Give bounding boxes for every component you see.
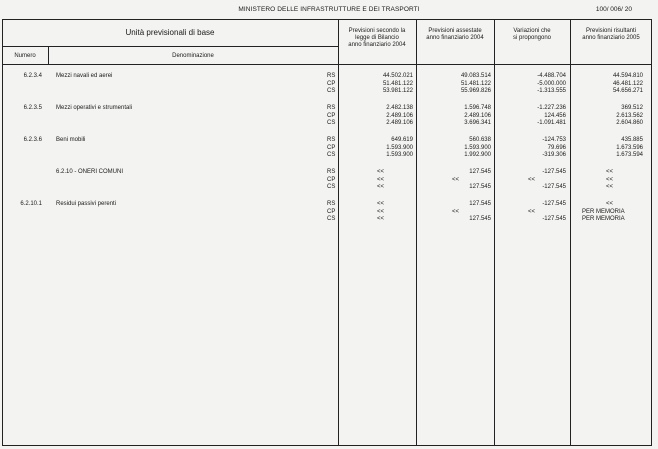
value-assestate: 560.638: [469, 137, 491, 143]
value-assestate: 127.545: [469, 201, 491, 207]
value-bilancio: 1.593.900: [386, 144, 413, 151]
row-tipo: CS: [327, 120, 336, 126]
value-variazioni: -127.545: [542, 216, 566, 222]
row-numero: 6.2.10.1: [20, 201, 42, 207]
row-tipo: RS: [327, 169, 336, 175]
divider-risultanti: [570, 19, 571, 446]
value-risultanti: 435.885: [621, 137, 643, 143]
row-tipo: RS: [327, 105, 336, 111]
value-risultanti: <<: [606, 169, 614, 175]
value-assestate: 1.593.900: [464, 144, 491, 151]
value-risultanti: <<: [606, 184, 614, 190]
value-variazioni: 124.456: [544, 112, 566, 119]
row-tipo: CS: [327, 216, 336, 222]
value-assestate: 1.992.900: [464, 152, 491, 158]
row-numero: 6.2.3.4: [23, 73, 42, 79]
value-variazioni: -127.545: [542, 184, 566, 190]
row-tipo: CS: [327, 88, 336, 94]
value-variazioni: 79.696: [547, 144, 566, 151]
value-bilancio: 2.482.138: [386, 105, 413, 111]
row-tipo: CS: [327, 152, 336, 158]
column-header-numero: Numero: [14, 53, 36, 59]
value-assestate: 3.696.341: [464, 120, 491, 126]
row-denominazione: Residui passivi perenti: [56, 201, 117, 207]
value-risultanti: 2.604.860: [616, 120, 643, 126]
value-risultanti: PER MEMORIA: [582, 208, 625, 215]
value-variazioni: <<: [528, 208, 536, 215]
row-denominazione: Beni mobili: [56, 137, 86, 143]
value-assestate: 51.481.122: [460, 80, 491, 87]
value-variazioni: -319.306: [542, 152, 566, 158]
value-risultanti: 54.656.271: [612, 88, 643, 94]
column-header-prev-risultanti: Previsioni risultanti anno finanziario 2005: [582, 28, 640, 41]
value-variazioni: -1.313.555: [537, 88, 566, 94]
value-assestate: <<: [452, 176, 460, 183]
row-denominazione: Mezzi operativi e strumentali: [56, 105, 133, 111]
value-bilancio: 51.481.122: [382, 80, 413, 87]
value-risultanti: PER MEMORIA: [582, 216, 625, 222]
value-risultanti: <<: [606, 176, 614, 183]
header-rule-bottom: [2, 64, 652, 65]
value-assestate: 1.596.748: [464, 105, 491, 111]
value-risultanti: 369.512: [621, 105, 643, 111]
value-assestate: 127.545: [469, 184, 491, 190]
value-risultanti: 1.673.594: [616, 152, 643, 158]
value-bilancio: <<: [377, 169, 385, 175]
value-bilancio: 1.593.900: [386, 152, 413, 158]
value-risultanti: 46.481.122: [612, 80, 643, 87]
value-bilancio: 649.619: [391, 137, 413, 143]
value-bilancio: 44.502.021: [382, 73, 413, 79]
value-variazioni: -127.545: [542, 201, 566, 207]
value-risultanti: 2.613.562: [616, 112, 643, 119]
column-header-prev-bilancio: Previsioni secondo la legge di Bilancio anno finanziario 2004: [348, 28, 406, 48]
divider-assestate: [416, 19, 417, 446]
row-denominazione: 6.2.10 - ONERI COMUNI: [56, 169, 124, 175]
column-header-upb: Unità previsionali di base: [125, 28, 215, 37]
row-tipo: RS: [327, 73, 336, 79]
row-tipo: CP: [327, 144, 336, 151]
value-assestate: 2.489.106: [464, 112, 491, 119]
value-assestate: 55.969.826: [460, 88, 491, 94]
value-variazioni: -5.000.000: [537, 80, 566, 87]
row-tipo: CP: [327, 80, 336, 87]
column-header-prev-assestate: Previsioni assestate anno finanziario 2004: [426, 28, 484, 41]
value-assestate: <<: [452, 208, 460, 215]
value-variazioni: -1.091.481: [537, 120, 566, 126]
row-tipo: RS: [327, 201, 336, 207]
row-tipo: CP: [327, 112, 336, 119]
value-bilancio: <<: [377, 176, 385, 183]
value-bilancio: 2.489.106: [386, 120, 413, 126]
value-risultanti: 44.594.810: [612, 73, 643, 79]
value-risultanti: <<: [606, 201, 614, 207]
value-bilancio: <<: [377, 208, 385, 215]
value-variazioni: -4.488.704: [537, 73, 566, 79]
value-bilancio: <<: [377, 184, 385, 190]
value-assestate: 127.545: [469, 169, 491, 175]
row-numero: 6.2.3.6: [23, 137, 42, 143]
row-tipo: CP: [327, 208, 336, 215]
row-numero: 6.2.3.5: [23, 105, 42, 111]
value-assestate: 49.083.514: [460, 73, 491, 79]
value-variazioni: -1.227.236: [537, 105, 566, 111]
ministry-title: MINISTERO DELLE INFRASTRUTTURE E DEI TRASPORTI: [238, 6, 420, 13]
column-header-denominazione: Denominazione: [172, 53, 214, 59]
value-variazioni: <<: [528, 176, 536, 183]
value-variazioni: -124.753: [542, 137, 566, 143]
value-bilancio: <<: [377, 216, 385, 222]
page-reference: 100/ 006/ 20: [595, 6, 632, 13]
header-rule-mid: [2, 46, 338, 47]
row-denominazione: Mezzi navali ed aerei: [56, 73, 113, 79]
value-variazioni: -127.545: [542, 169, 566, 175]
row-tipo: CP: [327, 176, 336, 183]
value-assestate: 127.545: [469, 216, 491, 222]
value-bilancio: 2.489.106: [386, 112, 413, 119]
value-risultanti: 1.673.596: [616, 144, 643, 151]
divider-variazioni: [494, 19, 495, 446]
value-bilancio: <<: [377, 201, 385, 207]
row-tipo: RS: [327, 137, 336, 143]
column-header-variazioni: Variazioni che si propongono: [512, 28, 552, 41]
row-tipo: CS: [327, 184, 336, 190]
value-bilancio: 53.981.122: [382, 88, 413, 94]
